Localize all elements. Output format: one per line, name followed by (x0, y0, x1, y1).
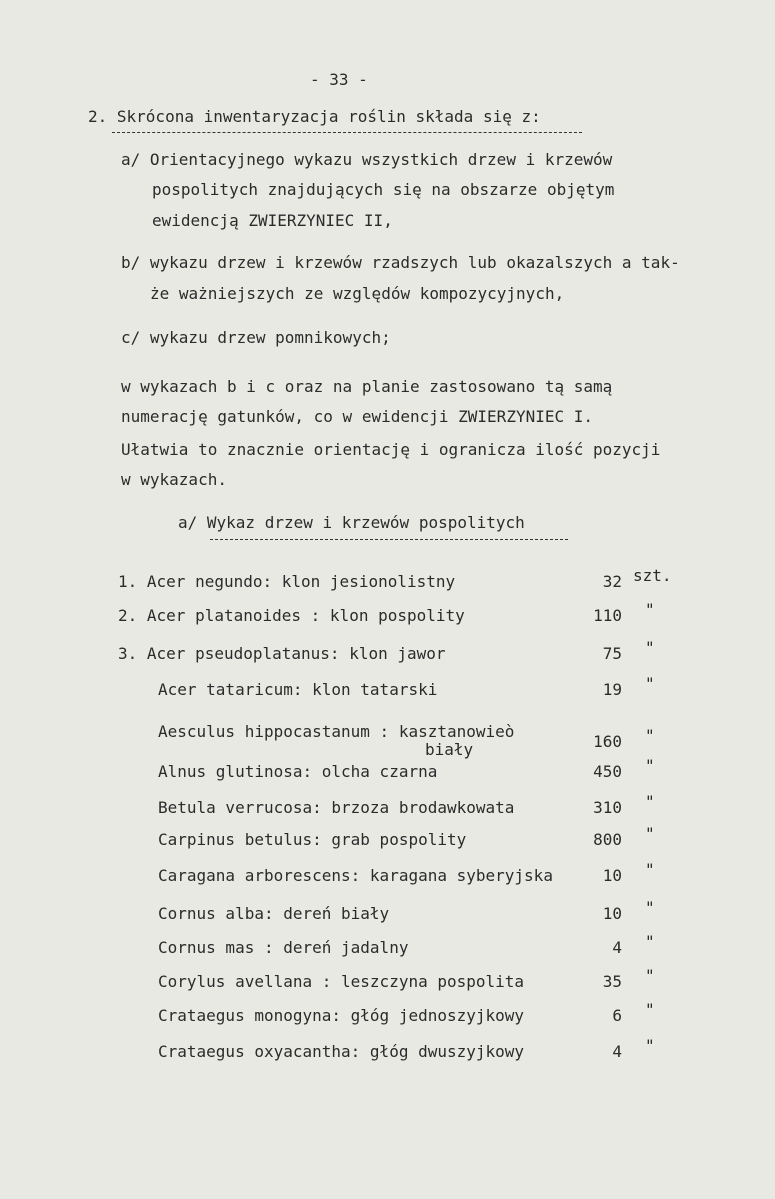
item-a-line-3: ewidencją ZWIERZYNIEC II, (152, 211, 393, 230)
species-name: Cornus mas : dereń jadalny (158, 938, 409, 957)
heading-underline (112, 132, 582, 133)
species-unit: szt. (633, 566, 672, 585)
species-name: 3. Acer pseudoplatanus: klon jawor (118, 644, 446, 663)
species-unit: " (645, 600, 655, 619)
species-unit: " (645, 898, 655, 917)
species-quantity: 110 (593, 606, 622, 625)
species-name: Cornus alba: dereń biały (158, 904, 390, 923)
species-unit: " (645, 1036, 655, 1055)
page-number: - 33 - (310, 70, 368, 89)
note-line-1: w wykazach b i c oraz na planie zastosowano tą samą (121, 377, 613, 396)
item-c-line-1: c/ wykazu drzew pomnikowych; (121, 328, 391, 347)
section-heading: 2. Skrócona inwentaryzacja roślin składa się z: (88, 107, 541, 126)
list-title-underline (210, 539, 568, 540)
species-unit: " (645, 1000, 655, 1019)
note-line-2: numerację gatunków, co w ewidencji ZWIERZYNIEC I. (121, 407, 594, 426)
species-name: Acer tataricum: klon tatarski (158, 680, 438, 699)
species-name: Alnus glutinosa: olcha czarna (158, 762, 438, 781)
species-quantity: 160 (593, 732, 622, 751)
species-name: Crataegus oxyacantha: głóg dwuszyjkowy (158, 1042, 525, 1061)
species-name: Betula verrucosa: brzoza brodawkowata (158, 798, 515, 817)
list-title: a/ Wykaz drzew i krzewów pospolitych (178, 513, 525, 532)
species-quantity: 800 (593, 830, 622, 849)
species-quantity: 310 (593, 798, 622, 817)
item-b-line-1: b/ wykazu drzew i krzewów rzadszych lub okazalszych a tak- (121, 253, 680, 272)
species-quantity: 75 (602, 644, 622, 663)
species-quantity: 450 (593, 762, 622, 781)
species-quantity: 10 (602, 866, 622, 885)
note-line-4: w wykazach. (121, 470, 227, 489)
species-name: Carpinus betulus: grab pospolity (158, 830, 467, 849)
species-name: 1. Acer negundo: klon jesionolistny (118, 572, 456, 591)
species-name: Crataegus monogyna: głóg jednoszyjkowy (158, 1006, 525, 1025)
species-unit: " (645, 932, 655, 951)
species-quantity: 4 (612, 938, 622, 957)
item-a-line-1: a/ Orientacyjnego wykazu wszystkich drzew i krzewów (121, 150, 613, 169)
species-quantity: 10 (602, 904, 622, 923)
species-name: 2. Acer platanoides : klon pospolity (118, 606, 465, 625)
species-name: Caragana arborescens: karagana syberyjska (158, 866, 553, 885)
species-unit: " (645, 860, 655, 879)
species-unit: " (645, 726, 655, 745)
species-quantity: 19 (602, 680, 622, 699)
species-unit: " (645, 674, 655, 693)
item-a-line-2: pospolitych znajdujących się na obszarze objętym (152, 180, 615, 199)
species-unit: " (645, 638, 655, 657)
species-unit: " (645, 824, 655, 843)
species-quantity: 32 (602, 572, 622, 591)
species-name-continued: biały (425, 740, 474, 759)
species-unit: " (645, 792, 655, 811)
species-unit: " (645, 756, 655, 775)
species-quantity: 6 (612, 1006, 622, 1025)
note-line-3: Ułatwia to znacznie orientację i ogranicza ilość pozycji (121, 440, 661, 459)
species-name: Aesculus hippocastanum : kasztanowieò (158, 722, 515, 741)
species-quantity: 4 (612, 1042, 622, 1061)
species-quantity: 35 (602, 972, 622, 991)
species-name: Corylus avellana : leszczyna pospolita (158, 972, 525, 991)
item-b-line-2: że ważniejszych ze względów kompozycyjnych, (150, 284, 565, 303)
species-unit: " (645, 966, 655, 985)
